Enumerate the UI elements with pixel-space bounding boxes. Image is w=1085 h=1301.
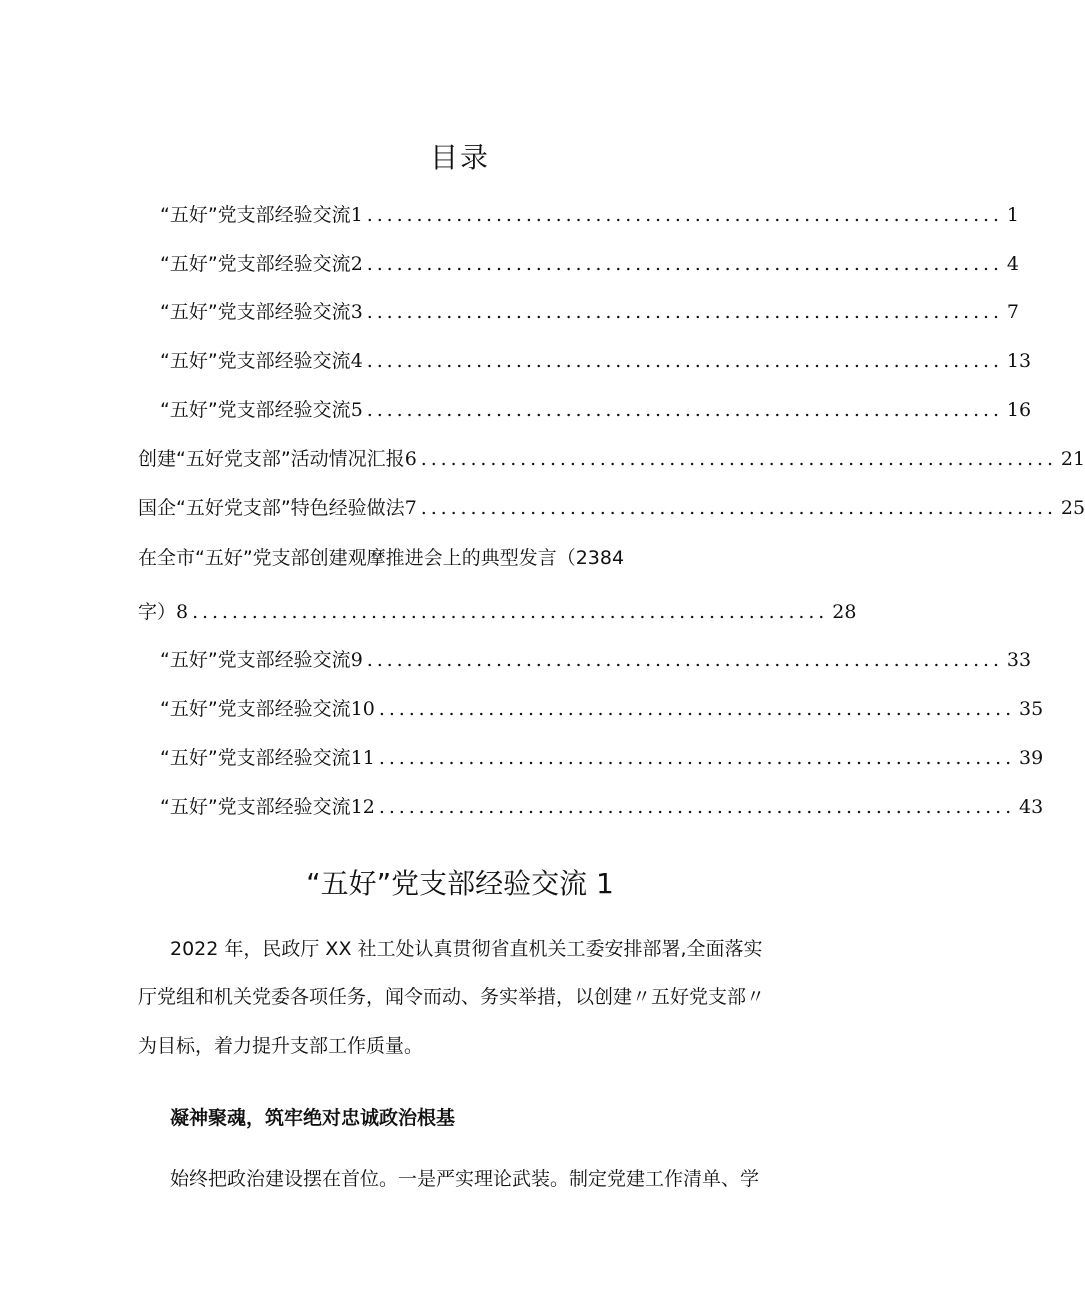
body-paragraph-line: 2022 年，民政厅 XX 社工处认真贯彻省直机关工委安排部署,全面落实 [170, 938, 763, 960]
toc-entry-label: “五好”党支部经验交流10 [160, 698, 375, 720]
toc-entry[interactable] [160, 645, 1032, 675]
toc-entry[interactable] [138, 444, 1085, 474]
toc-page-number: 4 [1006, 253, 1020, 275]
toc-leader-dots: ................................................................ [420, 497, 1057, 519]
toc-title: 目录 [429, 141, 490, 174]
body-paragraph-line: 为目标，着力提升支部工作质量。 [138, 1035, 424, 1057]
toc-leader-dots: ................................................................ [192, 601, 829, 623]
toc-page-number: 28 [832, 601, 857, 623]
toc-entry-label: “五好”党支部经验交流2 [160, 253, 363, 275]
toc-entry[interactable] [138, 597, 857, 627]
toc-leader-dots: ................................................................ [366, 350, 1003, 372]
body-paragraph-line: 厅党组和机关党委各项任务，闻令而动、务实举措，以创建〃五好党支部〃 [138, 986, 766, 1008]
toc-leader-dots: ................................................................ [378, 698, 1016, 720]
toc-entry-label: “五好”党支部经验交流12 [160, 796, 375, 818]
body-paragraph-line: 始终把政治建设摆在首位。一是严实理论武装。制定党建工作清单、学 [170, 1168, 760, 1190]
toc-leader-dots: ................................................................ [378, 796, 1016, 818]
toc-entry[interactable] [160, 200, 1020, 230]
toc-entry-label: “五好”党支部经验交流5 [160, 399, 363, 421]
toc-entry[interactable] [160, 395, 1032, 425]
toc-leader-dots: ................................................................ [366, 301, 1003, 323]
toc-page-number: 43 [1019, 796, 1044, 818]
toc-leader-dots: ................................................................ [366, 649, 1003, 671]
toc-entry[interactable] [138, 493, 1085, 523]
toc-leader-dots: ................................................................ [366, 204, 1003, 226]
section-title: “五好”党支部经验交流 1 [306, 867, 614, 900]
toc-entry-label: “五好”党支部经验交流4 [160, 350, 363, 372]
toc-entry[interactable] [160, 694, 1044, 724]
toc-entry-label: “五好”党支部经验交流3 [160, 301, 363, 323]
toc-entry[interactable] [160, 249, 1020, 279]
toc-page-number: 39 [1019, 747, 1044, 769]
toc-entry-label: “五好”党支部经验交流1 [160, 204, 363, 226]
toc-leader-dots: ................................................................ [366, 253, 1003, 275]
toc-page-number: 35 [1019, 698, 1044, 720]
toc-entry-label: 国企“五好党支部”特色经验做法7 [138, 497, 417, 519]
toc-page-number: 7 [1006, 301, 1020, 323]
toc-page-number: 16 [1006, 399, 1032, 421]
toc-entry[interactable] [160, 792, 1044, 822]
toc-entry-label: “五好”党支部经验交流11 [160, 747, 375, 769]
toc-entry-label: 创建“五好党支部”活动情况汇报6 [138, 448, 417, 470]
toc-page-number: 33 [1006, 649, 1032, 671]
toc-entry-label-first-line[interactable]: 在全市“五好”党支部创建观摩推进会上的典型发言（2384 [138, 547, 625, 569]
toc-entry-label: “五好”党支部经验交流9 [160, 649, 363, 671]
toc-leader-dots: ................................................................ [420, 448, 1057, 470]
subheading: 凝神聚魂，筑牢绝对忠诚政治根基 [170, 1107, 456, 1129]
toc-entry-label: 字）8 [138, 601, 189, 623]
toc-entry[interactable] [160, 346, 1032, 376]
toc-page-number: 25 [1060, 497, 1085, 519]
toc-page-number: 21 [1060, 448, 1085, 470]
toc-page-number: 1 [1006, 204, 1020, 226]
toc-page-number: 13 [1006, 350, 1032, 372]
toc-leader-dots: ................................................................ [378, 747, 1016, 769]
toc-leader-dots: ................................................................ [366, 399, 1003, 421]
toc-entry[interactable] [160, 297, 1020, 327]
toc-entry[interactable] [160, 743, 1044, 773]
